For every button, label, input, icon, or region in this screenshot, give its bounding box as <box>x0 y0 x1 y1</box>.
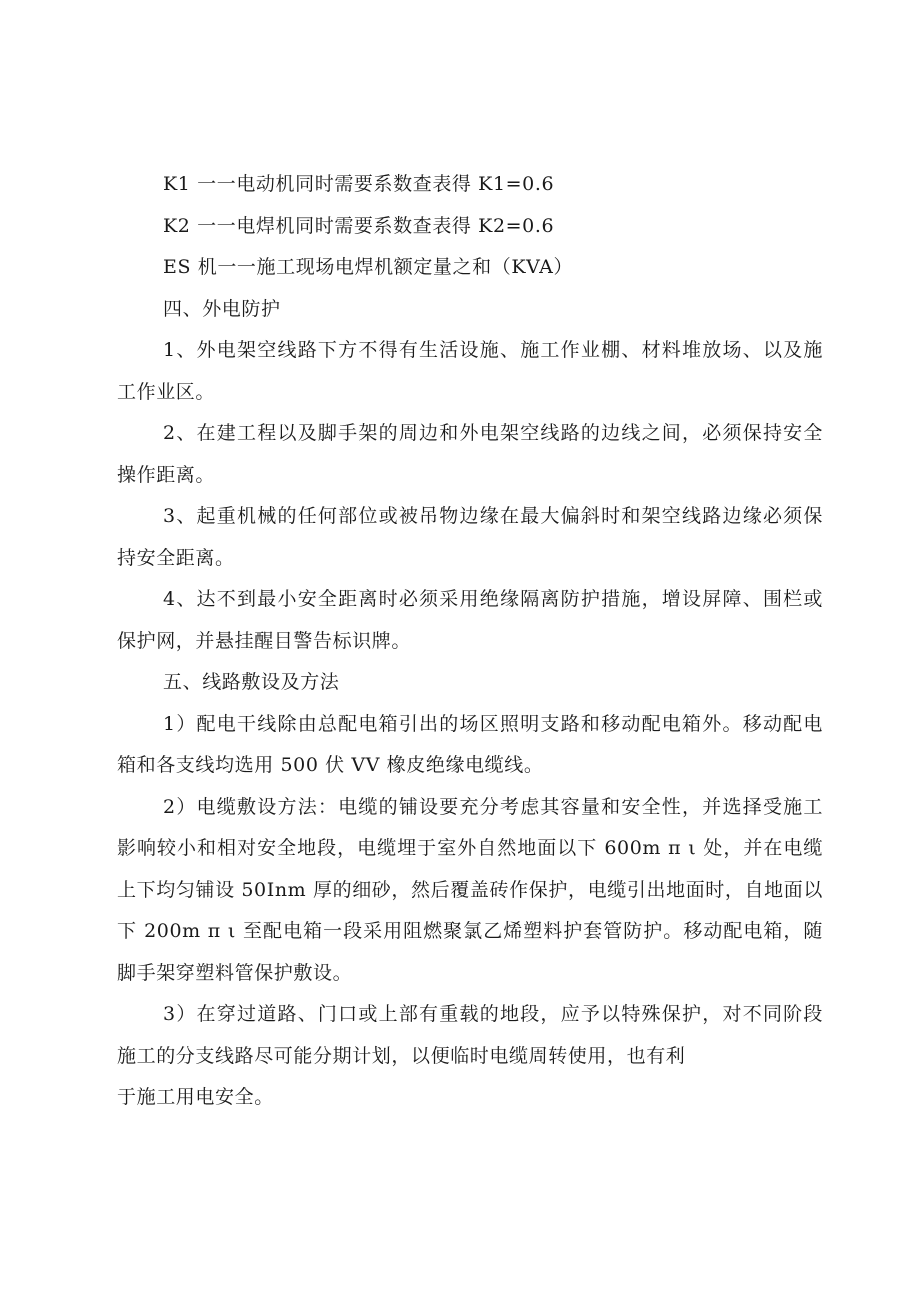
section-heading-4: 四、外电防护 <box>163 297 281 320</box>
paragraph-2-line-1: 2、在建工程以及脚手架的周边和外电架空线路的边线之间，必须保持安全 <box>163 422 823 444</box>
paragraph-6-line-2: 影响较小和相对安全地段，电缆埋于室外自然地面以下 600m π ι 处，并在电缆 <box>117 837 823 859</box>
paragraph-6-line-4: 下 200m π ι 至配电箱一段采用阻燃聚氯乙烯塑料护套管防护。移动配电箱，随 <box>117 920 823 942</box>
paragraph-7-line-2: 施工的分支线路尽可能分期计划，以便临时电缆周转使用，也有利 <box>117 1044 686 1067</box>
paragraph-6-line-1: 2）电缆敷设方法：电缆的铺设要充分考虑其容量和安全性，并选择受施工 <box>163 795 823 818</box>
formula-line-k1: K1 一一电动机同时需要系数查表得 K1=0.6 <box>163 173 555 195</box>
document-body <box>117 164 823 1119</box>
paragraph-7-line-3: 于施工用电安全。 <box>117 1086 274 1108</box>
paragraph-1-line-2: 工作业区。 <box>117 380 216 403</box>
paragraph-2-line-2: 操作距离。 <box>117 463 216 486</box>
paragraph-1-line-1: 1、外电架空线路下方不得有生活设施、施工作业棚、材料堆放场、以及施 <box>163 339 823 361</box>
paragraph-7-line-1: 3）在穿过道路、门口或上部有重载的地段，应予以特殊保护，对不同阶段 <box>163 1003 823 1025</box>
paragraph-3-line-2: 持安全距离。 <box>117 546 235 569</box>
paragraph-3-line-1: 3、起重机械的任何部位或被吊物边缘在最大偏斜时和架空线路边缘必须保 <box>163 505 823 527</box>
paragraph-4-line-2: 保护网，并悬挂醒目警告标识牌。 <box>117 629 412 652</box>
paragraph-6-line-5: 脚手架穿塑料管保护敷设。 <box>117 961 353 984</box>
paragraph-5-line-2: 箱和各支线均选用 500 伏 VV 橡皮绝缘电缆线。 <box>117 754 544 776</box>
paragraph-6-line-3: 上下均匀铺设 50Inm 厚的细砂，然后覆盖砖作保护，电缆引出地面时，自地面以 <box>117 878 823 901</box>
paragraph-5-line-1: 1）配电干线除由总配电箱引出的场区照明支路和移动配电箱外。移动配电 <box>163 712 823 735</box>
formula-line-es: ES 机一一施工现场电焊机额定量之和（KVA） <box>163 256 574 278</box>
section-heading-5: 五、线路敷设及方法 <box>163 671 340 693</box>
paragraph-4-line-1: 4、达不到最小安全距离时必须采用绝缘隔离防护措施，增设屏障、围栏或 <box>163 588 823 610</box>
formula-line-k2: K2 一一电焊机同时需要系数查表得 K2=0.6 <box>163 214 555 237</box>
